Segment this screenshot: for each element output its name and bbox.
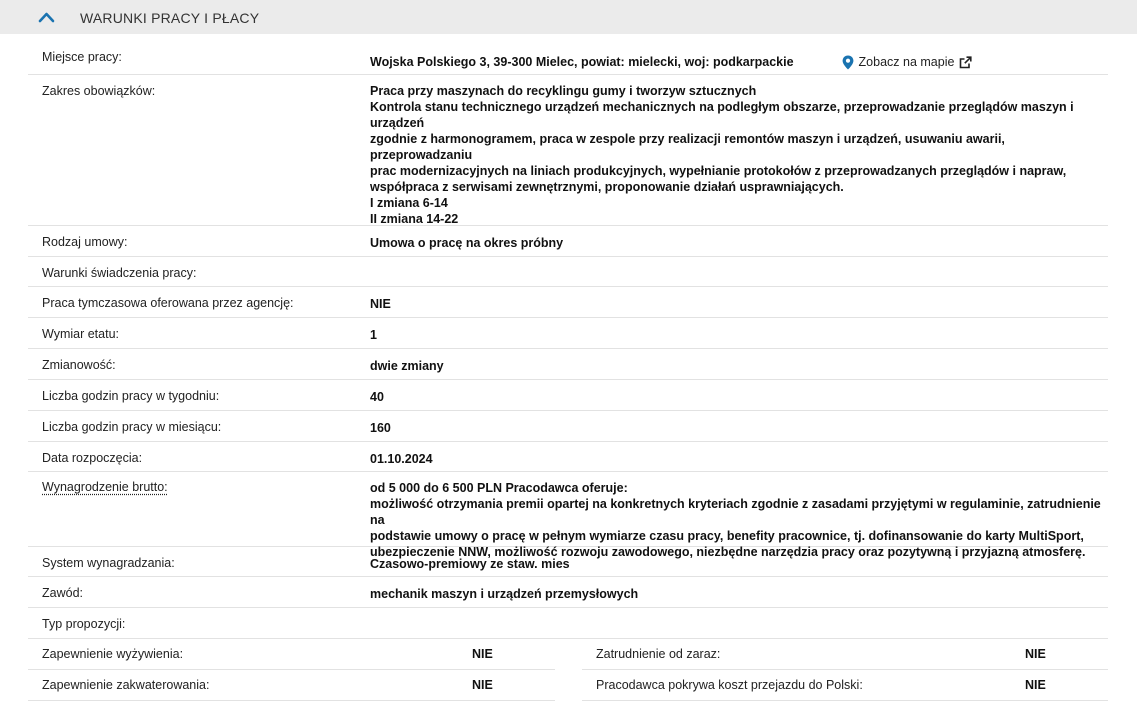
hours-week-label: Liczba godzin pracy w tygodniu: (42, 389, 220, 403)
start-date-value: 01.10.2024 (370, 452, 433, 466)
row-contract (28, 226, 1108, 257)
row-hours-week (28, 380, 1108, 411)
housing-value: NIE (472, 678, 493, 692)
hours-month-label: Liczba godzin pracy w miesiącu: (42, 420, 222, 434)
profession-value: mechanik maszyn i urządzeń przemysłowych (370, 587, 639, 601)
meals-value: NIE (472, 647, 493, 661)
section-title: WARUNKI PRACY I PŁACY (80, 10, 260, 26)
duties-line: Praca przy maszynach do recyklingu gumy i tworzyw sztucznych (370, 84, 757, 98)
duties-value (370, 83, 1108, 227)
contract-value: Umowa o pracę na okres próbny (370, 236, 564, 250)
start-date-label: Data rozpoczęcia: (42, 451, 143, 465)
map-pin-icon (842, 55, 854, 70)
row-salary (28, 472, 1108, 559)
pay-system-value: Czasowo-premiowy ze staw. mies (370, 557, 570, 571)
row-hours-month (28, 411, 1108, 442)
external-link-icon (959, 56, 972, 69)
immediate-label: Zatrudnienie od zaraz: (596, 647, 721, 661)
fte-value: 1 (370, 328, 377, 342)
hours-month-value: 160 (370, 421, 391, 435)
map-link[interactable] (842, 54, 973, 70)
housing-label: Zapewnienie zakwaterowania: (42, 678, 210, 692)
row-duties (28, 75, 1108, 226)
pair-travel (582, 670, 1108, 701)
salary-line: ubezpieczenie NNW, możliwość rozwoju zawodowego, niezbędne narzędzia pracy oraz pozytywną i przyjazną atmosferę. (370, 545, 1086, 559)
pair-housing (28, 670, 555, 701)
proposal-type-label: Typ propozycji: (42, 617, 126, 631)
row-conditions (28, 257, 1108, 287)
duties-line: Kontrola stanu technicznego urządzeń mechanicznych na podległym obszarze, przeprowadzanie przeglądów maszyn i urządzeń (370, 100, 1074, 130)
duties-line: I zmiana 6-14 (370, 196, 448, 210)
pair-meals (28, 639, 555, 670)
agency-value: NIE (370, 297, 391, 311)
pay-system-label: System wynagradzania: (42, 556, 175, 570)
duties-line: prac modernizacyjnych na liniach produkcyjnych, wypełnianie protokołów z przeprowadzanych przeglądów i napraw, (370, 164, 1067, 178)
shifts-value: dwie zmiany (370, 359, 444, 373)
location-label: Miejsce pracy: (42, 50, 122, 64)
row-start-date (28, 442, 1108, 472)
immediate-value: NIE (1025, 647, 1046, 661)
hours-week-value: 40 (370, 390, 384, 404)
meals-label: Zapewnienie wyżywienia: (42, 647, 184, 661)
shifts-label: Zmianowość: (42, 358, 116, 372)
row-profession (28, 577, 1108, 608)
section-header[interactable] (0, 0, 1137, 34)
duties-line: współpraca z serwisami zewnętrznymi, proponowanie działań usprawniających. (370, 180, 844, 194)
conditions-list (28, 44, 1108, 701)
contract-label: Rodzaj umowy: (42, 235, 128, 249)
salary-line: możliwość otrzymania premii opartej na konkretnych kryteriach zgodnie z zasadami przyjętymi w regulaminie, zatrudnienie na (370, 497, 1101, 527)
pairs-grid (28, 639, 1108, 701)
salary-label[interactable]: Wynagrodzenie brutto: (42, 480, 168, 494)
row-pay-system (28, 547, 1108, 577)
location-value: Wojska Polskiego 3, 39-300 Mielec, powiat: mielecki, woj: podkarpackie (370, 55, 794, 69)
agency-label: Praca tymczasowa oferowana przez agencję: (42, 296, 294, 310)
duties-line: II zmiana 14-22 (370, 212, 459, 226)
map-link-label: Zobacz na mapie (858, 55, 955, 69)
conditions-label: Warunki świadczenia pracy: (42, 266, 197, 280)
duties-line: zgodnie z harmonogramem, praca w zespole przy realizacji remontów maszyn i urządzeń, usuwaniu awarii, przeprowadzaniu (370, 132, 1005, 162)
row-location (28, 44, 1108, 75)
row-agency (28, 287, 1108, 318)
travel-value: NIE (1025, 678, 1046, 692)
salary-line: od 5 000 do 6 500 PLN Pracodawca oferuje: (370, 481, 628, 495)
salary-line: podstawie umowy o pracę w pełnym wymiarze czasu pracy, benefity pracownice, tj. dofinansowanie do karty MultiSport, (370, 529, 1084, 543)
pair-immediate (582, 639, 1108, 670)
travel-label: Pracodawca pokrywa koszt przejazdu do Polski: (596, 678, 863, 692)
row-fte (28, 318, 1108, 349)
chevron-up-icon[interactable] (38, 11, 55, 23)
row-proposal-type (28, 608, 1108, 639)
row-shifts (28, 349, 1108, 380)
profession-label: Zawód: (42, 586, 83, 600)
fte-label: Wymiar etatu: (42, 327, 119, 341)
duties-label: Zakres obowiązków: (42, 84, 156, 98)
